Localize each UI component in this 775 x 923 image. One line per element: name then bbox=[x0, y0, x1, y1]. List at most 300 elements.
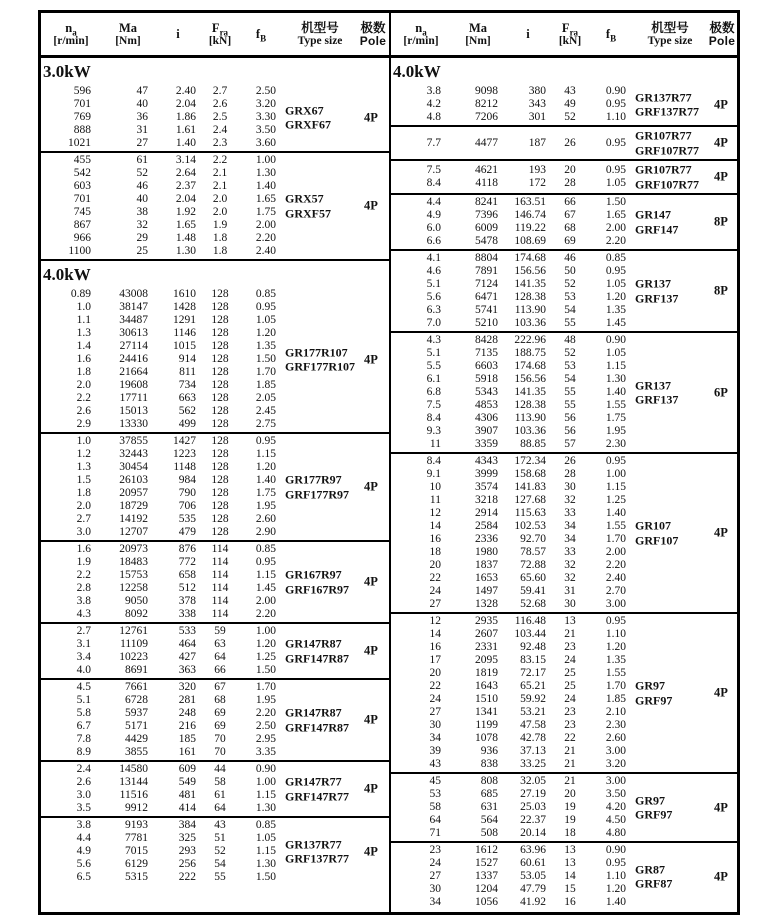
cell-ma: 5171 bbox=[125, 720, 148, 732]
cell-i: 479 bbox=[178, 526, 196, 538]
cell-na: 2.0 bbox=[76, 500, 91, 512]
cell-fra: 69 bbox=[214, 720, 226, 732]
cell-i: 1610 bbox=[173, 288, 196, 300]
cell-i: 119.22 bbox=[514, 222, 546, 234]
cell-i: 293 bbox=[178, 845, 196, 857]
cell-i: 609 bbox=[178, 763, 196, 775]
cell-fb: 2.60 bbox=[605, 732, 626, 744]
table-row bbox=[391, 814, 737, 827]
cell-na: 12 bbox=[429, 615, 441, 627]
table-row bbox=[391, 386, 737, 399]
cell-fb: 1.45 bbox=[605, 317, 626, 329]
cell-fb: 2.00 bbox=[255, 219, 276, 231]
header-cell-fra bbox=[201, 13, 239, 55]
cell-ma: 46 bbox=[136, 180, 148, 192]
pole-label: 4P bbox=[714, 800, 728, 814]
cell-ma: 5343 bbox=[475, 386, 498, 398]
cell-fb: 4.20 bbox=[605, 801, 626, 813]
cell-ma: 808 bbox=[480, 775, 498, 787]
table-row bbox=[391, 507, 737, 520]
cell-ma: 7135 bbox=[475, 347, 498, 359]
cell-na: 5.5 bbox=[426, 360, 441, 372]
cell-i: 248 bbox=[178, 707, 196, 719]
cell-fra: 70 bbox=[214, 733, 226, 745]
cell-i: 3.14 bbox=[175, 154, 196, 166]
cell-i: 141.35 bbox=[514, 278, 546, 290]
cell-fb: 2.40 bbox=[605, 572, 626, 584]
cell-ma: 8804 bbox=[475, 252, 498, 264]
cell-i: 1.40 bbox=[175, 137, 196, 149]
cell-na: 30 bbox=[429, 883, 441, 895]
type-size-label bbox=[285, 837, 349, 866]
cell-ma: 12258 bbox=[119, 582, 148, 594]
cell-fb: 1.20 bbox=[605, 641, 626, 653]
header-base-ma: Ma bbox=[118, 20, 138, 35]
spec-block bbox=[41, 762, 389, 818]
cell-ma: 1497 bbox=[475, 585, 498, 597]
cell-na: 1.6 bbox=[76, 543, 91, 555]
cell-fb: 2.20 bbox=[605, 559, 626, 571]
power-section-title: 4.0kW bbox=[43, 265, 91, 284]
type-size-label bbox=[635, 679, 672, 708]
cell-na: 11 bbox=[429, 438, 441, 450]
cell-fb: 4.50 bbox=[605, 814, 626, 826]
cell-na: 43 bbox=[429, 758, 441, 770]
cell-i: 187 bbox=[528, 136, 546, 149]
table-row bbox=[391, 347, 737, 360]
table-row bbox=[41, 500, 389, 513]
header-cell-type bbox=[283, 13, 357, 55]
cell-fb: 1.00 bbox=[255, 625, 276, 637]
pole-label: 4P bbox=[364, 479, 378, 494]
cell-ma: 631 bbox=[480, 801, 498, 813]
header-subscript-fra: ra bbox=[219, 27, 229, 37]
cell-i: 380 bbox=[528, 85, 546, 97]
cell-ma: 3218 bbox=[475, 494, 498, 506]
cell-ma: 3907 bbox=[475, 425, 498, 437]
cell-fb: 1.95 bbox=[605, 425, 626, 437]
cell-na: 3.8 bbox=[76, 819, 91, 831]
cell-ma: 7124 bbox=[475, 278, 498, 290]
cell-na: 4.0 bbox=[76, 664, 91, 676]
cell-fb: 2.00 bbox=[605, 222, 626, 234]
cell-fra: 114 bbox=[211, 608, 229, 620]
cell-na: 7.7 bbox=[426, 136, 441, 149]
cell-na: 1.0 bbox=[76, 301, 91, 313]
type-size-label bbox=[285, 706, 349, 735]
cell-fb: 1.85 bbox=[605, 693, 626, 705]
cell-fra: 2.4 bbox=[212, 124, 228, 136]
spec-block bbox=[41, 84, 389, 153]
cell-na: 34 bbox=[429, 896, 441, 908]
cell-fra: 34 bbox=[564, 520, 576, 532]
cell-i: 92.70 bbox=[520, 533, 546, 545]
cell-fb: 2.75 bbox=[255, 418, 276, 430]
cell-fb: 4.80 bbox=[605, 827, 626, 839]
type-size-label bbox=[285, 473, 349, 502]
cell-fb: 1.20 bbox=[255, 327, 276, 339]
cell-fb: 1.50 bbox=[255, 664, 276, 676]
cell-fra: 114 bbox=[211, 582, 229, 594]
type-size-line: GRF107R77 bbox=[635, 177, 699, 191]
table-row bbox=[41, 288, 389, 301]
cell-fra: 128 bbox=[211, 392, 229, 404]
header-subscript-na: a bbox=[422, 27, 427, 37]
cell-fra: 23 bbox=[564, 706, 576, 718]
table-row bbox=[391, 719, 737, 732]
cell-na: 2.0 bbox=[76, 379, 91, 391]
spec-block bbox=[391, 127, 737, 161]
type-size-line: GRF87 bbox=[635, 876, 673, 891]
cell-i: 65.21 bbox=[520, 680, 546, 692]
cell-ma: 9050 bbox=[125, 595, 148, 607]
table-row bbox=[391, 373, 737, 386]
table-row bbox=[41, 871, 389, 884]
cell-fra: 54 bbox=[564, 304, 576, 316]
cell-na: 6.6 bbox=[426, 235, 441, 247]
cell-na: 7.0 bbox=[426, 317, 441, 329]
header-label-ma bbox=[469, 21, 487, 35]
cell-ma: 8241 bbox=[475, 196, 498, 208]
cell-fb: 2.30 bbox=[605, 438, 626, 450]
cell-fra: 70 bbox=[214, 746, 226, 758]
cell-fra: 26 bbox=[564, 455, 576, 467]
type-size-line: GR147R87 bbox=[285, 636, 342, 651]
cell-fb: 2.10 bbox=[605, 706, 626, 718]
cell-na: 18 bbox=[429, 546, 441, 558]
table-row bbox=[391, 758, 737, 771]
cell-na: 5.1 bbox=[76, 694, 91, 706]
cell-i: 113.90 bbox=[514, 304, 546, 316]
cell-fb: 1.70 bbox=[255, 366, 276, 378]
table-row bbox=[391, 693, 737, 706]
spec-table bbox=[38, 10, 740, 915]
cell-i: 256 bbox=[178, 858, 196, 870]
cell-fra: 2.3 bbox=[212, 137, 228, 149]
cell-ma: 4118 bbox=[475, 177, 498, 189]
cell-na: 2.6 bbox=[76, 776, 91, 788]
type-size-label bbox=[285, 775, 349, 804]
cell-fb: 0.90 bbox=[605, 334, 626, 346]
cell-ma: 1612 bbox=[475, 844, 498, 856]
spec-rows bbox=[391, 252, 737, 330]
pole-label: 4P bbox=[714, 685, 728, 700]
cell-i: 128.38 bbox=[514, 291, 546, 303]
cell-i: 47.79 bbox=[520, 883, 546, 895]
table-row bbox=[41, 154, 389, 167]
cell-ma: 47 bbox=[136, 85, 148, 97]
cell-fb: 1.50 bbox=[605, 196, 626, 208]
cell-fra: 128 bbox=[211, 288, 229, 300]
cell-ma: 1510 bbox=[475, 693, 498, 705]
cell-i: 811 bbox=[179, 366, 196, 378]
cell-i: 27.19 bbox=[520, 788, 546, 800]
cell-fra: 32 bbox=[564, 559, 576, 571]
cell-fra: 64 bbox=[214, 802, 226, 814]
table-row bbox=[391, 317, 737, 330]
cell-fb: 1.15 bbox=[255, 845, 276, 857]
spec-block bbox=[41, 434, 389, 542]
cell-fb: 0.85 bbox=[255, 288, 276, 300]
cell-i: 499 bbox=[178, 418, 196, 430]
power-section-title: 4.0kW bbox=[393, 62, 441, 81]
cell-fra: 31 bbox=[564, 585, 576, 597]
header-base-na: n bbox=[415, 20, 423, 35]
cell-i: 320 bbox=[178, 681, 196, 693]
table-row bbox=[41, 543, 389, 556]
header-label-fra bbox=[562, 21, 578, 35]
cell-i: 83.15 bbox=[520, 654, 546, 666]
cell-na: 8.4 bbox=[426, 455, 441, 467]
header-cell-pole bbox=[707, 13, 737, 55]
cell-ma: 685 bbox=[480, 788, 498, 800]
cell-ma: 6471 bbox=[475, 291, 498, 303]
cell-na: 701 bbox=[73, 98, 91, 110]
pole-label: 4P bbox=[364, 574, 378, 589]
spec-block bbox=[391, 333, 737, 454]
cell-fra: 33 bbox=[564, 507, 576, 519]
cell-fra: 114 bbox=[211, 569, 229, 581]
cell-i: 32.05 bbox=[520, 775, 546, 787]
table-row bbox=[391, 360, 737, 373]
cell-fb: 1.40 bbox=[605, 507, 626, 519]
table-row bbox=[391, 775, 737, 788]
cell-na: 3.8 bbox=[426, 85, 441, 97]
type-size-line: GRF147R77 bbox=[285, 789, 349, 803]
cell-na: 58 bbox=[429, 801, 441, 813]
cell-i: 734 bbox=[178, 379, 196, 391]
cell-fb: 2.40 bbox=[255, 245, 276, 257]
type-size-line: GRF137R77 bbox=[635, 104, 699, 119]
table-row bbox=[391, 732, 737, 745]
cell-na: 5.1 bbox=[426, 347, 441, 359]
cell-fb: 1.10 bbox=[605, 870, 626, 882]
cell-na: 1.3 bbox=[76, 461, 91, 473]
cell-ma: 14192 bbox=[119, 513, 148, 525]
cell-fra: 128 bbox=[211, 405, 229, 417]
cell-na: 24 bbox=[429, 585, 441, 597]
spec-rows bbox=[41, 154, 389, 258]
type-size-line: GRF107R77 bbox=[635, 143, 699, 157]
type-size-line: GRF177R97 bbox=[285, 487, 349, 501]
cell-fb: 2.00 bbox=[255, 595, 276, 607]
type-size-line: GRF137R77 bbox=[285, 851, 349, 866]
cell-fb: 0.85 bbox=[255, 819, 276, 831]
cell-fb: 1.05 bbox=[605, 347, 626, 359]
header-cell-type bbox=[633, 13, 707, 55]
cell-fra: 67 bbox=[214, 681, 226, 693]
cell-fb: 0.95 bbox=[605, 164, 626, 176]
header-unit-ma: [Nm] bbox=[115, 34, 141, 47]
cell-na: 596 bbox=[73, 85, 91, 97]
cell-ma: 21664 bbox=[119, 366, 148, 378]
cell-fb: 2.50 bbox=[255, 85, 276, 97]
cell-ma: 2607 bbox=[475, 628, 498, 640]
cell-i: 2.40 bbox=[175, 85, 196, 97]
pole-label: 4P bbox=[364, 844, 378, 858]
cell-fra: 13 bbox=[564, 615, 576, 627]
spec-rows bbox=[41, 85, 389, 150]
cell-ma: 36 bbox=[136, 111, 148, 123]
cell-ma: 25 bbox=[136, 245, 148, 257]
cell-fra: 53 bbox=[564, 360, 576, 372]
cell-fb: 2.70 bbox=[605, 585, 626, 597]
type-size-label bbox=[635, 163, 699, 192]
type-size-line: GRF107 bbox=[635, 533, 679, 547]
cell-na: 4.2 bbox=[426, 98, 441, 110]
cell-na: 11 bbox=[429, 494, 441, 506]
table-row bbox=[41, 232, 389, 245]
cell-i: 1.30 bbox=[175, 245, 196, 257]
cell-ma: 52 bbox=[136, 167, 148, 179]
type-size-line: GRXF67 bbox=[285, 117, 331, 132]
cell-fb: 1.65 bbox=[605, 209, 626, 221]
header-cell-fra bbox=[551, 13, 589, 55]
cell-i: 163.51 bbox=[514, 196, 546, 208]
table-right-half bbox=[389, 58, 737, 912]
cell-i: 384 bbox=[178, 819, 196, 831]
cell-i: 1291 bbox=[173, 314, 196, 326]
cell-na: 7.5 bbox=[426, 164, 441, 176]
cell-fra: 24 bbox=[564, 693, 576, 705]
cell-ma: 1337 bbox=[475, 870, 498, 882]
cell-na: 4.9 bbox=[76, 845, 91, 857]
table-row bbox=[391, 844, 737, 857]
cell-fb: 0.95 bbox=[605, 615, 626, 627]
table-row bbox=[391, 209, 737, 222]
cell-fra: 2.1 bbox=[212, 180, 228, 192]
cell-na: 1.8 bbox=[76, 487, 91, 499]
cell-na: 2.4 bbox=[76, 763, 91, 775]
header-label-pole bbox=[709, 21, 734, 35]
cell-na: 34 bbox=[429, 732, 441, 744]
table-row bbox=[41, 137, 389, 150]
table-row bbox=[391, 641, 737, 654]
spec-block bbox=[391, 251, 737, 333]
cell-ma: 32 bbox=[136, 219, 148, 231]
spec-block bbox=[391, 843, 737, 910]
cell-na: 1.8 bbox=[76, 366, 91, 378]
cell-i: 222 bbox=[178, 871, 196, 883]
header-unit-fra: [kN] bbox=[208, 34, 232, 47]
cell-fra: 2.0 bbox=[212, 206, 228, 218]
cell-na: 1021 bbox=[68, 137, 91, 149]
cell-fra: 26 bbox=[564, 136, 576, 149]
cell-ma: 20973 bbox=[119, 543, 148, 555]
cell-fb: 3.50 bbox=[605, 788, 626, 800]
cell-i: 174.68 bbox=[514, 252, 546, 264]
cell-fra: 68 bbox=[214, 694, 226, 706]
cell-ma: 1980 bbox=[475, 546, 498, 558]
spec-block bbox=[41, 624, 389, 680]
cell-i: 41.92 bbox=[520, 896, 546, 908]
cell-fb: 1.15 bbox=[605, 481, 626, 493]
cell-ma: 11516 bbox=[119, 789, 148, 801]
cell-ma: 40 bbox=[136, 98, 148, 110]
cell-fb: 1.05 bbox=[255, 832, 276, 844]
cell-i: 549 bbox=[178, 776, 196, 788]
cell-fb: 1.05 bbox=[605, 177, 626, 189]
cell-fb: 1.35 bbox=[605, 654, 626, 666]
cell-fra: 23 bbox=[564, 641, 576, 653]
cell-i: 363 bbox=[178, 664, 196, 676]
cell-na: 22 bbox=[429, 680, 441, 692]
cell-fra: 1.8 bbox=[212, 232, 228, 244]
cell-fb: 1.00 bbox=[605, 468, 626, 480]
table-row bbox=[391, 481, 737, 494]
cell-fb: 2.05 bbox=[255, 392, 276, 404]
cell-i: 790 bbox=[178, 487, 196, 499]
spec-block bbox=[391, 195, 737, 251]
cell-na: 8.9 bbox=[76, 746, 91, 758]
header-unit-fra: [kN] bbox=[558, 34, 582, 47]
table-row bbox=[391, 304, 737, 317]
cell-fb: 0.90 bbox=[255, 763, 276, 775]
type-size-line: GRF137 bbox=[635, 392, 679, 407]
type-size-label bbox=[285, 103, 331, 132]
cell-na: 27 bbox=[429, 706, 441, 718]
cell-fra: 57 bbox=[564, 438, 576, 450]
table-row bbox=[391, 827, 737, 840]
cell-na: 3.8 bbox=[76, 595, 91, 607]
cell-fb: 1.15 bbox=[255, 569, 276, 581]
cell-ma: 12761 bbox=[119, 625, 148, 637]
cell-ma: 5478 bbox=[475, 235, 498, 247]
cell-ma: 4621 bbox=[475, 164, 498, 176]
pole-label: 4P bbox=[364, 712, 378, 727]
cell-fra: 22 bbox=[564, 732, 576, 744]
type-size-line: GR137R77 bbox=[635, 90, 692, 104]
spec-rows bbox=[391, 844, 737, 909]
table-row bbox=[391, 572, 737, 585]
table-row bbox=[391, 615, 737, 628]
header-label-na bbox=[415, 21, 426, 35]
cell-ma: 6728 bbox=[125, 694, 148, 706]
cell-fb: 1.30 bbox=[255, 858, 276, 870]
cell-fb: 1.10 bbox=[605, 111, 626, 123]
cell-na: 14 bbox=[429, 628, 441, 640]
spec-block bbox=[41, 153, 389, 261]
cell-i: 2.04 bbox=[175, 98, 196, 110]
table-row bbox=[391, 533, 737, 546]
header-cell-ma bbox=[101, 13, 155, 55]
cell-i: 78.57 bbox=[520, 546, 546, 558]
cell-fra: 66 bbox=[564, 196, 576, 208]
header-unit-pole: Pole bbox=[359, 33, 387, 48]
cell-i: 914 bbox=[178, 353, 196, 365]
cell-fra: 53 bbox=[564, 291, 576, 303]
cell-fb: 1.70 bbox=[605, 533, 626, 545]
cell-i: 325 bbox=[178, 832, 196, 844]
cell-ma: 3574 bbox=[475, 481, 498, 493]
cell-na: 4.8 bbox=[426, 111, 441, 123]
header-label-type bbox=[651, 21, 689, 35]
cell-fb: 0.95 bbox=[605, 136, 626, 149]
table-row bbox=[391, 438, 737, 451]
cell-fra: 128 bbox=[211, 301, 229, 313]
cell-fb: 1.40 bbox=[605, 896, 626, 908]
cell-fb: 2.20 bbox=[255, 232, 276, 244]
cell-i: 60.61 bbox=[520, 857, 546, 869]
cell-fb: 2.20 bbox=[255, 707, 276, 719]
cell-i: 146.74 bbox=[514, 209, 546, 221]
table-row bbox=[391, 494, 737, 507]
header-unit-na: [r/min] bbox=[403, 34, 439, 47]
table-row bbox=[41, 379, 389, 392]
cell-na: 27 bbox=[429, 870, 441, 882]
cell-fra: 44 bbox=[214, 763, 226, 775]
cell-fra: 56 bbox=[564, 412, 576, 424]
